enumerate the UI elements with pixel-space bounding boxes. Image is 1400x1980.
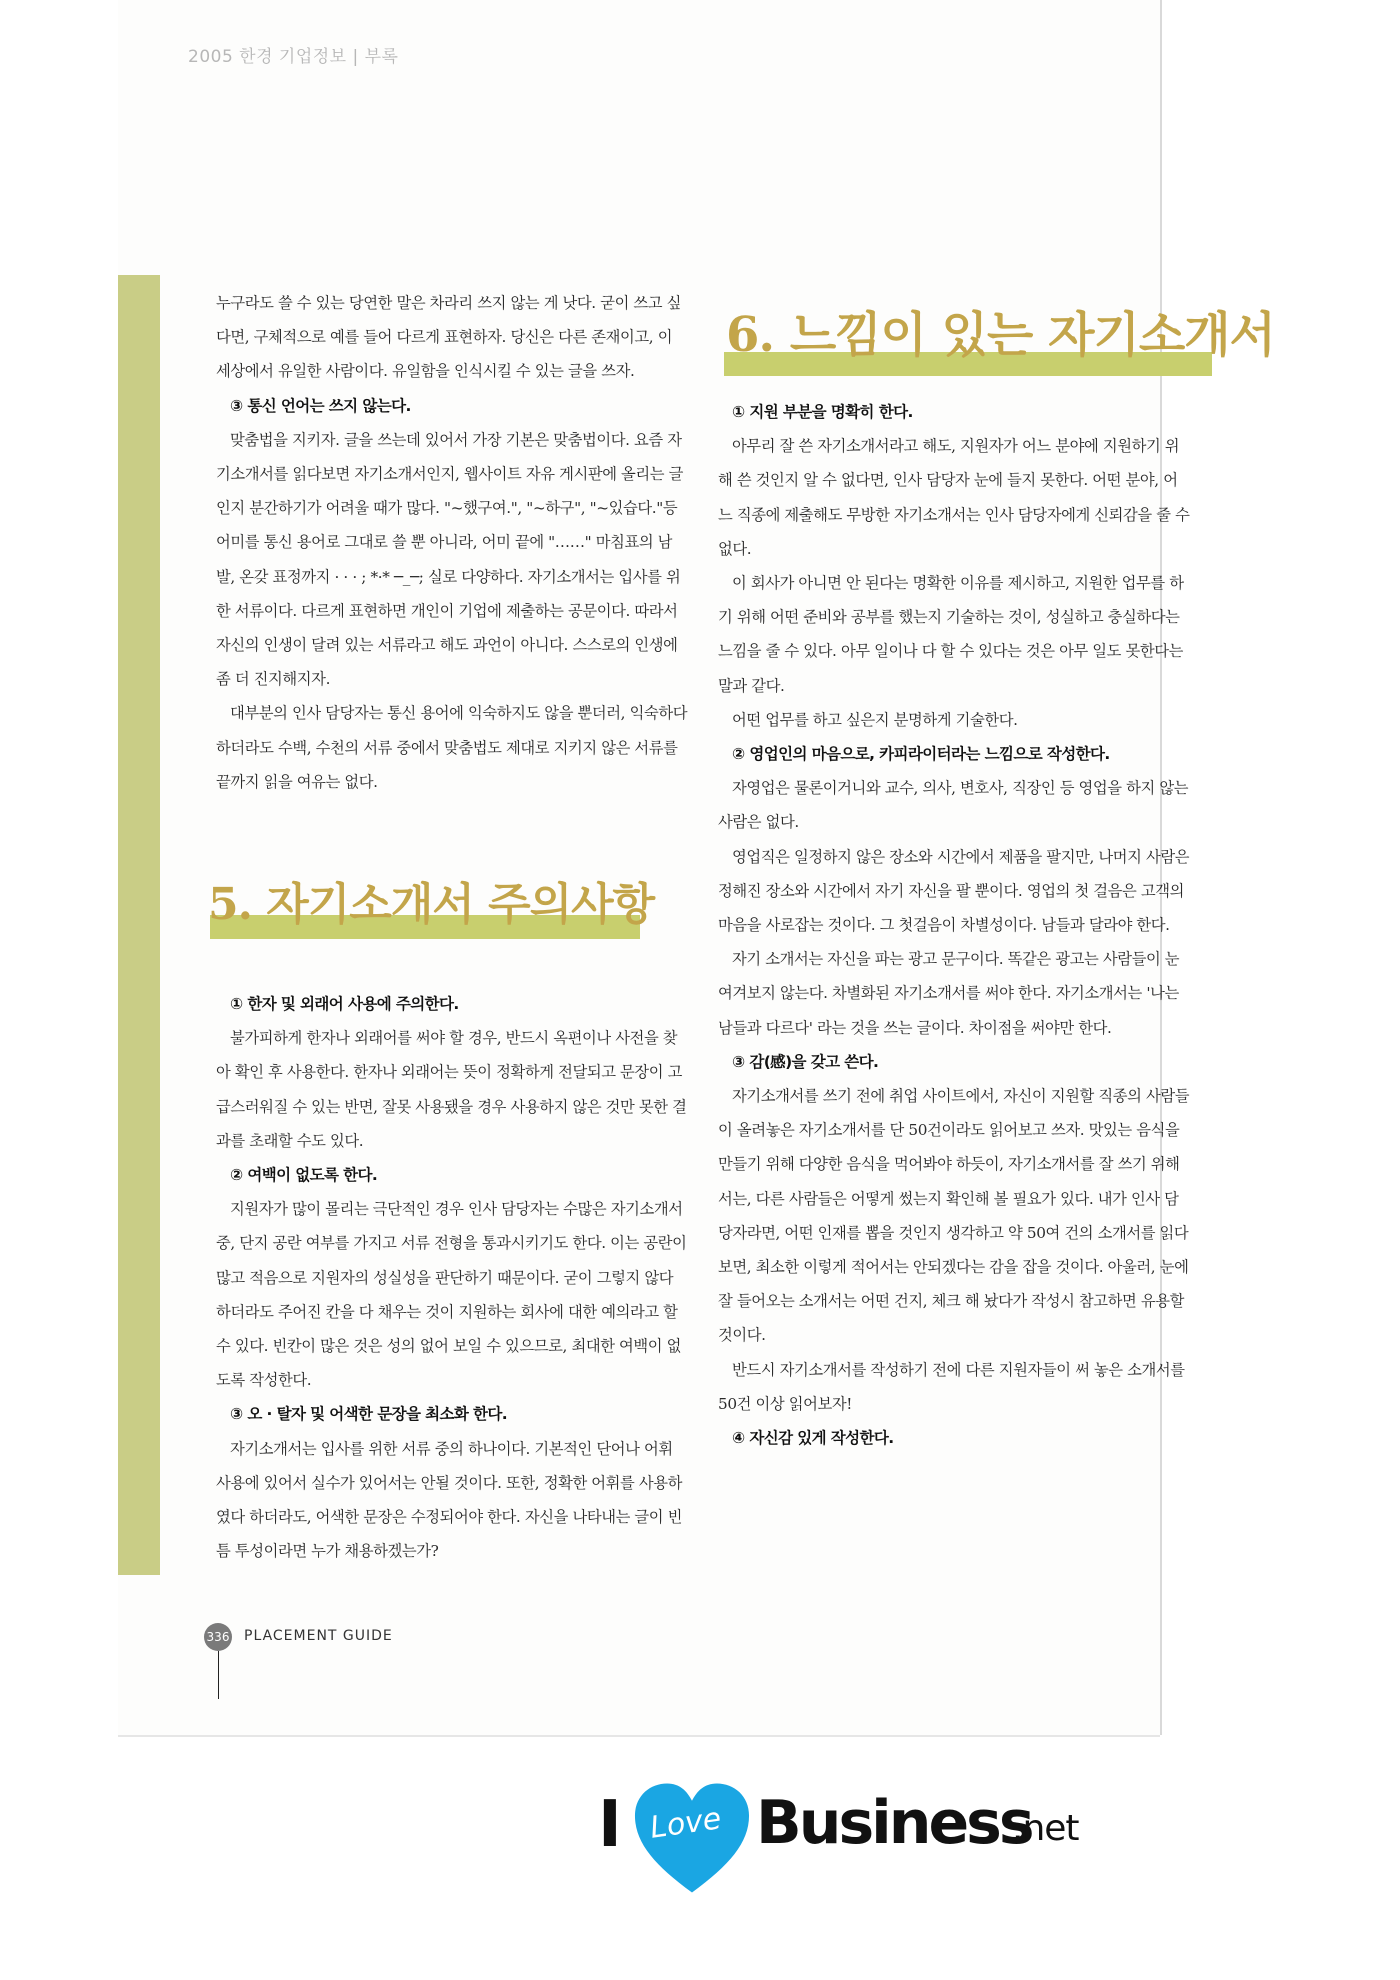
s6-item1-paragraph-2: 이 회사가 아니면 안 된다는 명확한 이유를 제시하고, 지원한 업무를 하기 위해 어떤 준비와 공부를 했는지 기술하는 것이, 성실하고 충실하다는 느낌을 줄 수 있다. 아무 일이나 다 할 수 있다는 것은 아무 일도 못한다는 말과 같다. bbox=[718, 574, 1184, 695]
s6-item3-paragraph-1: 자기소개서를 쓰기 전에 취업 사이트에서, 자신이 지원할 직종의 사람들이 올려놓은 자기소개서를 단 50건이라도 읽어보고 쓰자. 맛있는 음식을 만들기 위해 다양한 음식을 먹어봐야 하듯이, 자기소개서를 잘 쓰기 위해서는, 다른 사람들은 어떻게 썼는지 확인해 볼 필요가 있다. 내가 인사 담당자라면, 어떤 인재를 뽑을 것인지 생각하고 약 50여 건의 소개서를 읽다보면, 최소한 이렇게 적어서는 안되겠다는 감을 잡을 것이다. 아울러, 눈에 잘 들어오는 소개서는 어떤 건지, 체크 해 놨다가 작성시 참고하면 유용할 것이다. bbox=[718, 1087, 1190, 1345]
s5-item3-heading: ③ 오 · 탈자 및 어색한 문장을 최소화 한다. bbox=[230, 1405, 508, 1424]
left-column bbox=[216, 286, 688, 799]
s5-item2-heading: ② 여백이 없도록 한다. bbox=[230, 1166, 378, 1185]
logo-business: Business bbox=[756, 1788, 1032, 1858]
logo-net: .net bbox=[1012, 1808, 1079, 1849]
decorative-side-bar bbox=[118, 275, 160, 1575]
s6-item2-paragraph-2: 영업직은 일정하지 않은 장소와 시간에서 제품을 팔지만, 나머지 사람은 정해진 장소와 시간에서 자기 자신을 팔 뿐이다. 영업의 첫 걸음은 고객의 마음을 사로잡는 것이다. 그 첫걸음이 차별성이다. 남들과 달라야 한다. bbox=[718, 847, 1190, 935]
ilovebusiness-logo bbox=[598, 1778, 1098, 1898]
section6-title: 6. 느낌이 있는 자기소개서 bbox=[726, 307, 1275, 363]
s6-item2-heading: ② 영업인의 마음으로, 카피라이터라는 느낌으로 작성한다. bbox=[732, 745, 1110, 764]
s5-item3-paragraph: 자기소개서는 입사를 위한 서류 중의 하나이다. 기본적인 단어나 어휘 사용에 있어서 실수가 있어서는 안될 것이다. 또한, 정확한 어휘를 사용하였다 하더라도, 어색한 문장은 수정되어야 한다. 자신을 나타내는 글이 빈틈 투성이라면 누가 채용하겠는가? bbox=[216, 1439, 683, 1561]
item3-heading: ③ 통신 언어는 쓰지 않는다. bbox=[230, 396, 411, 415]
s6-item2-paragraph-1: 자영업은 물론이거니와 교수, 의사, 변호사, 직장인 등 영업을 하지 않는 사람은 없다. bbox=[718, 779, 1189, 832]
s6-item3-paragraph-2: 반드시 자기소개서를 작성하기 전에 다른 지원자들이 써 놓은 소개서를 50건 이상 읽어보자! bbox=[718, 1360, 1185, 1413]
s6-item1-paragraph-3: 어떤 업무를 하고 싶은지 분명하게 기술한다. bbox=[732, 710, 1018, 729]
s6-item1-paragraph-1: 아무리 잘 쓴 자기소개서라고 해도, 지원자가 어느 분야에 지원하기 위해 쓴 것인지 알 수 없다면, 인사 담당자 눈에 들지 못한다. 어떤 분야, 어느 직종에 제출해도 무방한 자기소개서는 인사 담당자에게 신뢰감을 줄 수 없다. bbox=[718, 437, 1190, 558]
page-number: 336 bbox=[204, 1623, 232, 1651]
s5-item1-paragraph: 불가피하게 한자나 외래어를 써야 할 경우, 반드시 옥편이나 사전을 찾아 확인 후 사용한다. 한자나 외래어는 뜻이 정확하게 전달되고 문장이 고급스러워질 수 있는 반면, 잘못 사용됐을 경우 사용하지 않은 것만 못한 결과를 초래할 수도 있다. bbox=[216, 1029, 687, 1150]
section5-title: 5. 자기소개서 주의사항 bbox=[208, 879, 655, 930]
logo-love: Love bbox=[647, 1801, 724, 1846]
s5-item2-paragraph: 지원자가 많이 몰리는 극단적인 경우 인사 담당자는 수많은 자기소개서 중, 단지 공란 여부를 가지고 서류 전형을 통과시키기도 한다. 이는 공란이 많고 적음으로 지원자의 성실성을 판단하기 때문이다. 굳이 그렇지 않다 하더라도 주어진 칸을 다 채우는 것이 지원하는 회사에 대한 예의라고 할 수 있다. 빈칸이 많은 것은 성의 없어 보일 수 있으므로, 최대한 여백이 없도록 작성한다. bbox=[216, 1200, 687, 1390]
left-column-section5 bbox=[216, 987, 688, 1568]
footer-guide-label: PLACEMENT GUIDE bbox=[244, 1628, 393, 1644]
s6-item2-paragraph-3: 자기 소개서는 자신을 파는 광고 문구이다. 똑같은 광고는 사람들이 눈여겨보지 않는다. 차별화된 자기소개서를 써야 한다. 자기소개서는 '나는 남들과 다르다' 라는 것을 쓰는 글이다. 차이점을 써야만 한다. bbox=[718, 950, 1180, 1037]
running-head: 2005 한경 기업정보 | 부록 bbox=[188, 47, 399, 67]
s6-item4-heading: ④ 자신감 있게 작성한다. bbox=[732, 1429, 894, 1448]
intro-paragraph: 누구라도 쓸 수 있는 당연한 말은 차라리 쓰지 않는 게 낫다. 굳이 쓰고 싶다면, 구체적으로 예를 들어 다르게 표현하자. 당신은 다른 존재이고, 이 세상에서 유일한 사람이다. 유일함을 인식시킬 수 있는 글을 쓰자. bbox=[216, 294, 682, 381]
logo-i: I bbox=[598, 1788, 622, 1862]
footer-rule bbox=[218, 1651, 219, 1699]
s5-item1-heading: ① 한자 및 외래어 사용에 주의한다. bbox=[230, 995, 459, 1013]
s6-item3-heading: ③ 감(感)을 갖고 쓴다. bbox=[732, 1052, 879, 1071]
s6-item1-heading: ① 지원 부분을 명확히 한다. bbox=[732, 403, 913, 421]
item3-paragraph-2: 대부분의 인사 담당자는 통신 용어에 익숙하지도 않을 뿐더러, 익숙하다 하더라도 수백, 수천의 서류 중에서 맞춤법도 제대로 지키지 않은 서류를 끝까지 읽을 여유는 없다. bbox=[216, 704, 688, 791]
item3-paragraph-1: 맞춤법을 지키자. 글을 쓰는데 있어서 가장 기본은 맞춤법이다. 요즘 자기소개서를 읽다보면 자기소개서인지, 웹사이트 자유 게시판에 올리는 글인지 분간하기가 어려울 때가 많다. "~했구여.", "~하구", "~있습다."등 어미를 통신 용어로 그대로 쓸 뿐 아니라, 어미 끝에 "……" 마침표의 남발, 온갖 표정까지 · · · ; *·* ─_─; 실로 다양하다. 자기소개서는 입사를 위한 서류이다. 다르게 표현하면 개인이 기업에 제출하는 공문이다. 따라서 자신의 인생이 달려 있는 서류라고 해도 과언이 아니다. 스스로의 인생에 좀 더 진지해지자. bbox=[216, 430, 684, 689]
right-column bbox=[718, 395, 1190, 1455]
